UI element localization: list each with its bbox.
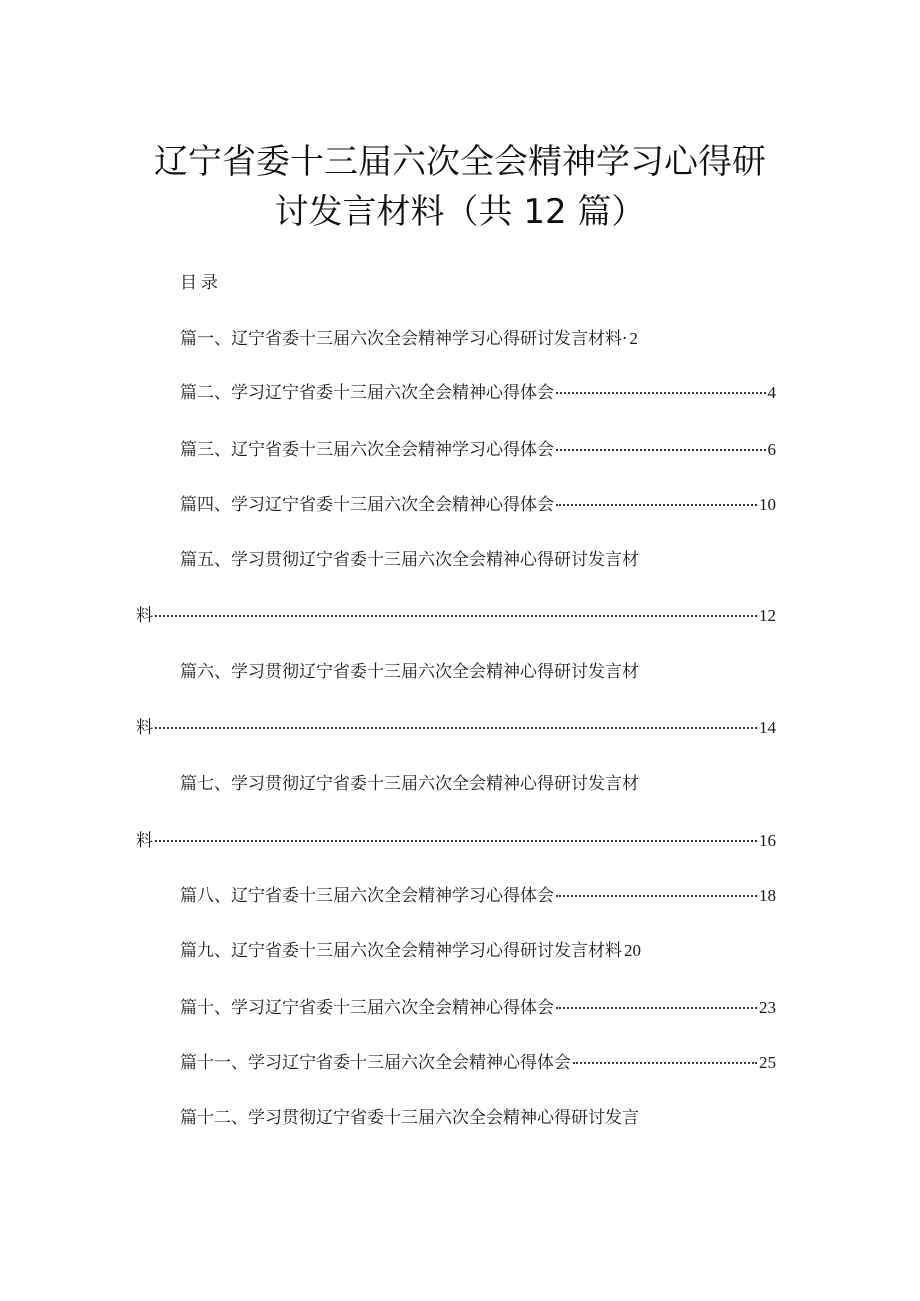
toc-entry-title: 篇十、学习辽宁省委十三届六次全会精神心得体会 <box>180 998 554 1018</box>
toc-entry-page: 10 <box>759 495 776 514</box>
toc-entry-page: 6 <box>767 440 776 459</box>
toc-entry-title: 篇二、学习辽宁省委十三届六次全会精神心得体会 <box>180 383 554 403</box>
toc-entry-page: 18 <box>759 886 776 905</box>
toc-leader-dots <box>556 380 766 394</box>
toc-entry-page: 23 <box>759 998 776 1017</box>
toc-entry[interactable] <box>180 326 776 352</box>
toc-leader-dots <box>556 995 757 1009</box>
toc-entry[interactable] <box>180 883 776 909</box>
toc-entry[interactable] <box>180 938 776 964</box>
toc-entry[interactable] <box>180 437 776 463</box>
toc-leader-dots <box>556 492 757 506</box>
toc-entry-title: 篇三、辽宁省委十三届六次全会精神学习心得体会 <box>180 440 554 460</box>
toc-entry-title: 篇十二、学习贯彻辽宁省委十三届六次全会精神心得研讨发言 <box>180 1108 639 1128</box>
toc-entry-continuation[interactable] <box>136 715 776 741</box>
toc-entry[interactable] <box>180 547 740 573</box>
toc-leader-dots <box>556 437 766 451</box>
toc-entry-page: 2 <box>629 329 638 348</box>
toc-entry[interactable] <box>180 659 740 685</box>
toc-entry[interactable] <box>180 1105 740 1131</box>
toc-entry-continuation[interactable] <box>136 603 776 629</box>
toc-leader-dots <box>556 883 757 897</box>
toc-leader-dots <box>155 828 757 842</box>
document-title-line-1: 辽宁省委十三届六次全会精神学习心得研 <box>154 142 766 182</box>
toc-entry-page: 16 <box>759 831 776 850</box>
toc-heading: 目录 <box>180 273 222 293</box>
toc-entry-title-cont: 料 <box>136 606 153 626</box>
toc-entry-title-cont: 料 <box>136 718 153 738</box>
toc-entry-page: 20 <box>624 941 641 960</box>
toc-entry-continuation[interactable] <box>136 828 776 854</box>
toc-entry-title: 篇四、学习辽宁省委十三届六次全会精神心得体会 <box>180 495 554 515</box>
toc-entry[interactable] <box>180 492 776 518</box>
toc-entry[interactable] <box>180 380 776 406</box>
toc-entry-page: 12 <box>759 606 776 625</box>
toc-entry-page: 14 <box>759 718 776 737</box>
toc-entry-title: 篇九、辽宁省委十三届六次全会精神学习心得研讨发言材料 <box>180 941 622 961</box>
toc-entry[interactable] <box>180 771 740 797</box>
toc-entry-title: 篇六、学习贯彻辽宁省委十三届六次全会精神心得研讨发言材 <box>180 662 639 682</box>
toc-leader-dots <box>155 715 757 729</box>
toc-entry-title: 篇十一、学习辽宁省委十三届六次全会精神心得体会 <box>180 1053 571 1073</box>
toc-entry[interactable] <box>180 1050 776 1076</box>
toc-entry-page: 25 <box>759 1053 776 1072</box>
toc-entry-title-cont: 料 <box>136 831 153 851</box>
toc-leader-dots <box>573 1050 757 1064</box>
toc-entry[interactable] <box>180 995 776 1021</box>
toc-entry-title: 篇七、学习贯彻辽宁省委十三届六次全会精神心得研讨发言材 <box>180 774 639 794</box>
document-title-line-2: 讨发言材料（共 12 篇） <box>274 192 646 232</box>
toc-entry-title: 篇五、学习贯彻辽宁省委十三届六次全会精神心得研讨发言材 <box>180 550 639 570</box>
toc-entry-page: 4 <box>767 383 776 402</box>
toc-entry-title: 篇一、辽宁省委十三届六次全会精神学习心得研讨发言材料· <box>180 329 628 349</box>
toc-entry-title: 篇八、辽宁省委十三届六次全会精神学习心得体会 <box>180 886 554 906</box>
toc-leader-dots <box>155 603 757 617</box>
